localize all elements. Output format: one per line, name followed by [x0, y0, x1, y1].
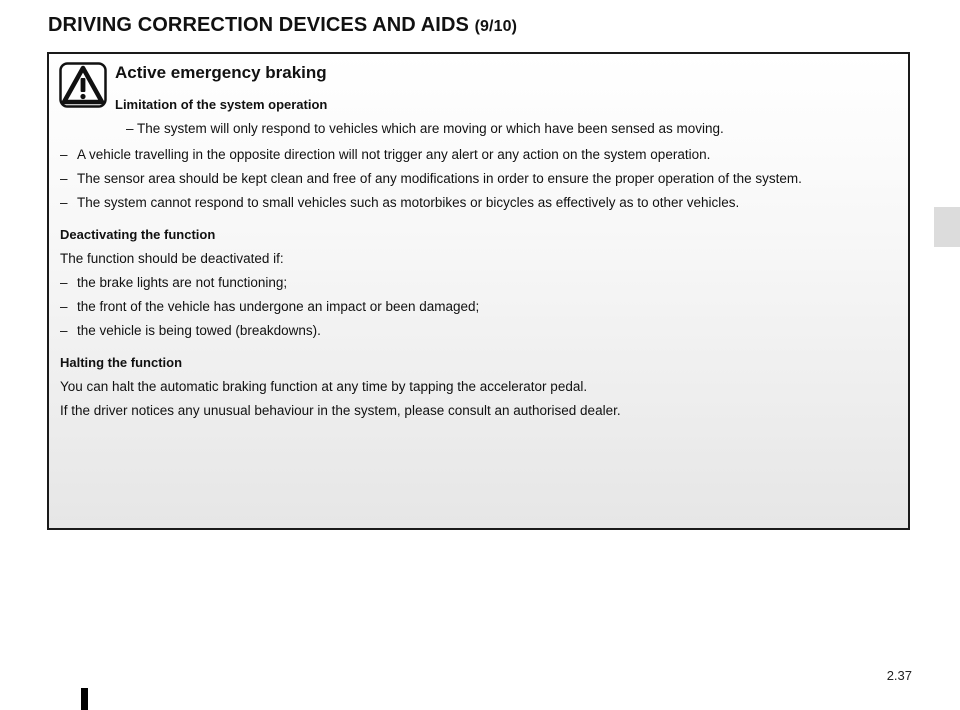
deactivating-item-text: the brake lights are not functioning; — [77, 275, 288, 290]
limitation-item-text: The sensor area should be kept clean and free of any modifications in order to ensure the proper operation of the system. — [77, 171, 802, 186]
limitation-item — [60, 193, 906, 217]
page-title — [48, 14, 517, 37]
halting-heading: Halting the function — [60, 355, 183, 370]
deactivating-item-text: the vehicle is being towed (breakdowns). — [77, 323, 321, 338]
section-tab — [934, 207, 960, 247]
limitation-heading: Limitation of the system operation — [115, 97, 328, 112]
page-title-text: DRIVING CORRECTION DEVICES AND AIDS — [48, 14, 469, 36]
dash: – — [60, 275, 68, 290]
deactivating-item-text: the front of the vehicle has undergone an impact or been damaged; — [77, 299, 480, 314]
deactivating-item — [60, 321, 906, 345]
dash: – — [60, 147, 68, 162]
limitation-item-text: The system cannot respond to small vehicles such as motorbikes or bicycles as effectively as to other vehicles. — [77, 195, 740, 210]
page-count: (9/10) — [474, 18, 518, 35]
warning-body — [60, 145, 906, 425]
warning-triangle-icon — [59, 62, 107, 108]
dash: – — [60, 171, 68, 186]
dash: – — [60, 195, 68, 210]
limitation-item-text: A vehicle travelling in the opposite direction will not trigger any alert or any action on the system operation. — [77, 147, 711, 162]
halting-text: If the driver notices any unusual behaviour in the system, please consult an authorised dealer. — [60, 403, 621, 418]
page-number: 2.37 — [886, 668, 912, 683]
limitation-item — [60, 169, 906, 193]
deactivating-intro: The function should be deactivated if: — [60, 251, 284, 266]
corner-mark — [81, 688, 88, 710]
deactivating-item — [60, 273, 906, 297]
limitation-item — [60, 145, 906, 169]
deactivating-item — [60, 297, 906, 321]
limitation-item: – The system will only respond to vehicles which are moving or which have been sensed as moving. — [126, 121, 724, 136]
box-title: Active emergency braking — [115, 63, 327, 82]
dash: – — [60, 323, 68, 338]
warning-box — [47, 52, 910, 530]
halting-text: You can halt the automatic braking function at any time by tapping the accelerator pedal. — [60, 379, 588, 394]
deactivating-heading: Deactivating the function — [60, 227, 216, 242]
dash: – — [60, 299, 68, 314]
